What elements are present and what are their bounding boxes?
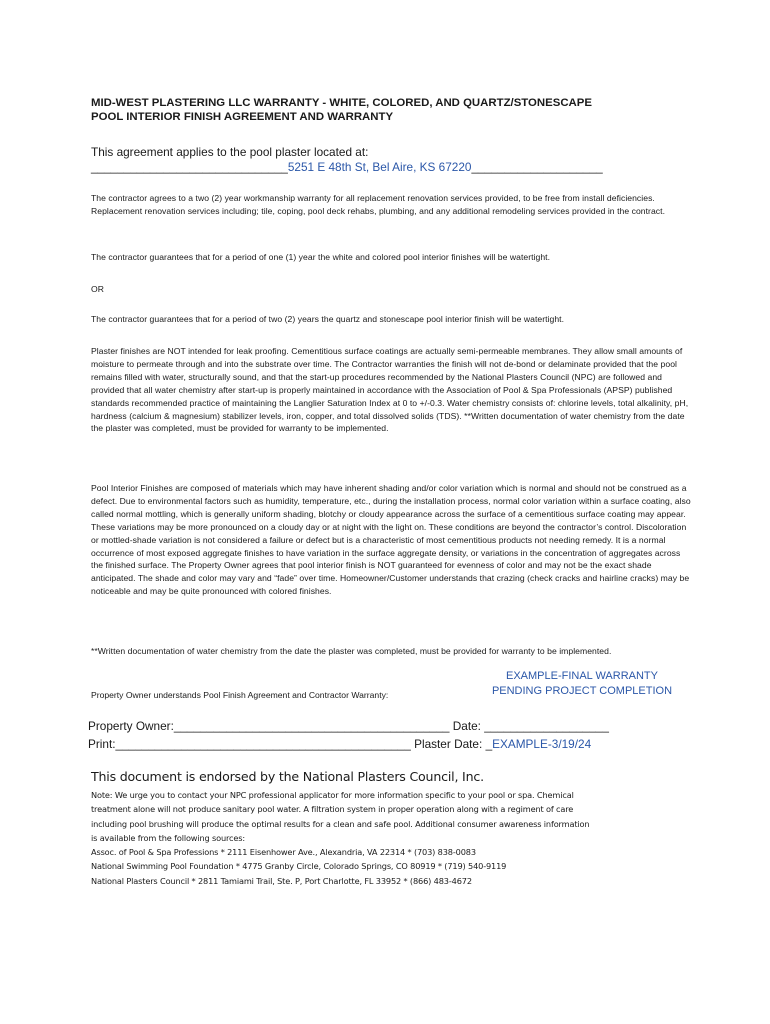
npc-heading: This document is endorsed by the National Plasters Council, Inc. xyxy=(91,769,484,784)
source-nspf: National Swimming Pool Foundation * 4775 Granby Circle, Colorado Springs, CO 80919 * (719) 540-9119 xyxy=(91,861,507,872)
acknowledgement-text: Property Owner understands Pool Finish Agreement and Contractor Warranty: xyxy=(91,690,389,700)
note-line: treatment alone will not produce sanitary pool water. A filtration system in proper operation along with a regiment of care xyxy=(91,804,574,815)
workmanship-paragraph: The contractor agrees to a two (2) year workmanship warranty for all replacement renovation services provided, to be free from install deficiencies. Replacement renovation services including; tile, coping, pool deck rehabs, plumbing, and any additional remodeling services provided in the contract. xyxy=(91,193,666,216)
note-line: including pool brushing will produce the optimal results for a clean and safe pool. Additional consumer awareness information xyxy=(91,818,590,829)
address-blank-before: ______________________________ xyxy=(91,160,288,174)
owner-signature-field[interactable]: __________________________________________ xyxy=(173,719,450,733)
two-year-paragraph: The contractor guarantees that for a period of two (2) years the quartz and stonescape pool interior finish will be watertight. xyxy=(91,314,565,324)
npc-note xyxy=(91,788,691,888)
title-line-2: POOL INTERIOR FINISH AGREEMENT AND WARRANTY xyxy=(91,111,394,123)
address-line xyxy=(91,160,631,175)
stamp-line-2: PENDING PROJECT COMPLETION xyxy=(491,685,673,697)
source-apsp: Assoc. of Pool & Spa Professions * 2111 Eisenhower Ave., Alexandria, VA 22314 * (703) 838-0083 xyxy=(91,847,476,858)
plaster-date-lead: _ xyxy=(485,737,493,751)
applies-text: This agreement applies to the pool plaster located at: xyxy=(91,145,369,159)
or-text: OR xyxy=(91,284,104,294)
date-label: Date: xyxy=(452,719,481,733)
finishes-paragraph: Pool Interior Finishes are composed of materials which may have inherent shading and/or color variation which is normal and should not be construed as a defect. Due to environmental factors such as humidity, temperature, etc., during the installation process, normal color variation within a surface coating, also called normal mottling, which is generally uniform shading, blotchy or cloudy appearance across the surface of a cementitious surface coating may appear. These variations may be more pronounced on a cloudy day or at night with the light on. These conditions are beyond the contractor’s control. Discoloration or mottled-shade variation is not considered a failure or defect but is a characteristic of most cementitious products not needing remedy. It is a normal occurrence of most exposed aggregate finishes to have variation in the surface aggregate density, or variations in the concentration of aggregates across the finished surface. The Property Owner agrees that pool interior finish is NOT guaranteed for evenness of color and may not be the exact shade anticipated. The shade and color may vary and “fade” over time. Homeowner/Customer understands that crazing (check cracks and hairline cracks) may be noticeable and may be quite pronounced with colored finishes. xyxy=(91,483,691,597)
note-line: is available from the following sources: xyxy=(91,832,246,843)
print-field[interactable]: _____________________________________________ xyxy=(115,737,411,751)
example-stamp xyxy=(470,669,694,699)
owner-label: Property Owner: xyxy=(88,719,174,733)
title-line-1: MID-WEST PLASTERING LLC WARRANTY - WHITE, COLORED, AND QUARTZ/STONESCAPE xyxy=(91,97,592,109)
written-doc-paragraph: **Written documentation of water chemistry from the date the plaster was completed, must be provided for warranty to be implemented. xyxy=(91,646,612,656)
plaster-date-label: Plaster Date: xyxy=(414,737,483,751)
document-title xyxy=(91,96,731,124)
pool-address: 5251 E 48th St, Bel Aire, KS 67220 xyxy=(287,160,472,174)
date-field[interactable]: ___________________ xyxy=(484,719,609,733)
plaster-paragraph: Plaster finishes are NOT intended for leak proofing. Cementitious surface coatings are actually semi-permeable membranes. They allow small amounts of moisture to permeate through and into the substrate over time. The Contractor warranties the finish will not de-bond or delaminate provided that the pool remains filled with water, structurally sound, and that the start-up procedures recommended by the National Plasters Council (NPC) are followed and provided that all water chemistry after start-up is properly maintained in accordance with the Association of Pool & Spa Professionals (APSP) published standards recommended practice of maintaining the Langlier Saturation Index at 0 to +/-0.3. Water chemistry consists of: chlorine levels, total alkalinity, pH, hardness (calcium & magnesium) stabilizer levels, iron, copper, and total dissolved solids (TDS). **Written documentation of water chemistry from the date the plaster was completed, must be provided for warranty to be implemented. xyxy=(91,346,689,434)
address-blank-after: ____________________ xyxy=(471,160,603,174)
print-row xyxy=(88,737,591,752)
one-year-paragraph: The contractor guarantees that for a period of one (1) year the white and colored pool interior finishes will be watertight. xyxy=(91,252,551,262)
owner-signature-row xyxy=(88,719,609,734)
plaster-date-value[interactable]: EXAMPLE-3/19/24 xyxy=(492,737,592,751)
note-line: Note: We urge you to contact your NPC professional applicator for more information specific to your pool or spa. Chemical xyxy=(91,790,574,800)
print-label: Print: xyxy=(88,737,116,751)
source-npc: National Plasters Council * 2811 Tamiami Trail, Ste. P, Port Charlotte, FL 33952 * (866) 483-4672 xyxy=(91,875,472,886)
stamp-line-1: EXAMPLE-FINAL WARRANTY xyxy=(506,670,658,682)
